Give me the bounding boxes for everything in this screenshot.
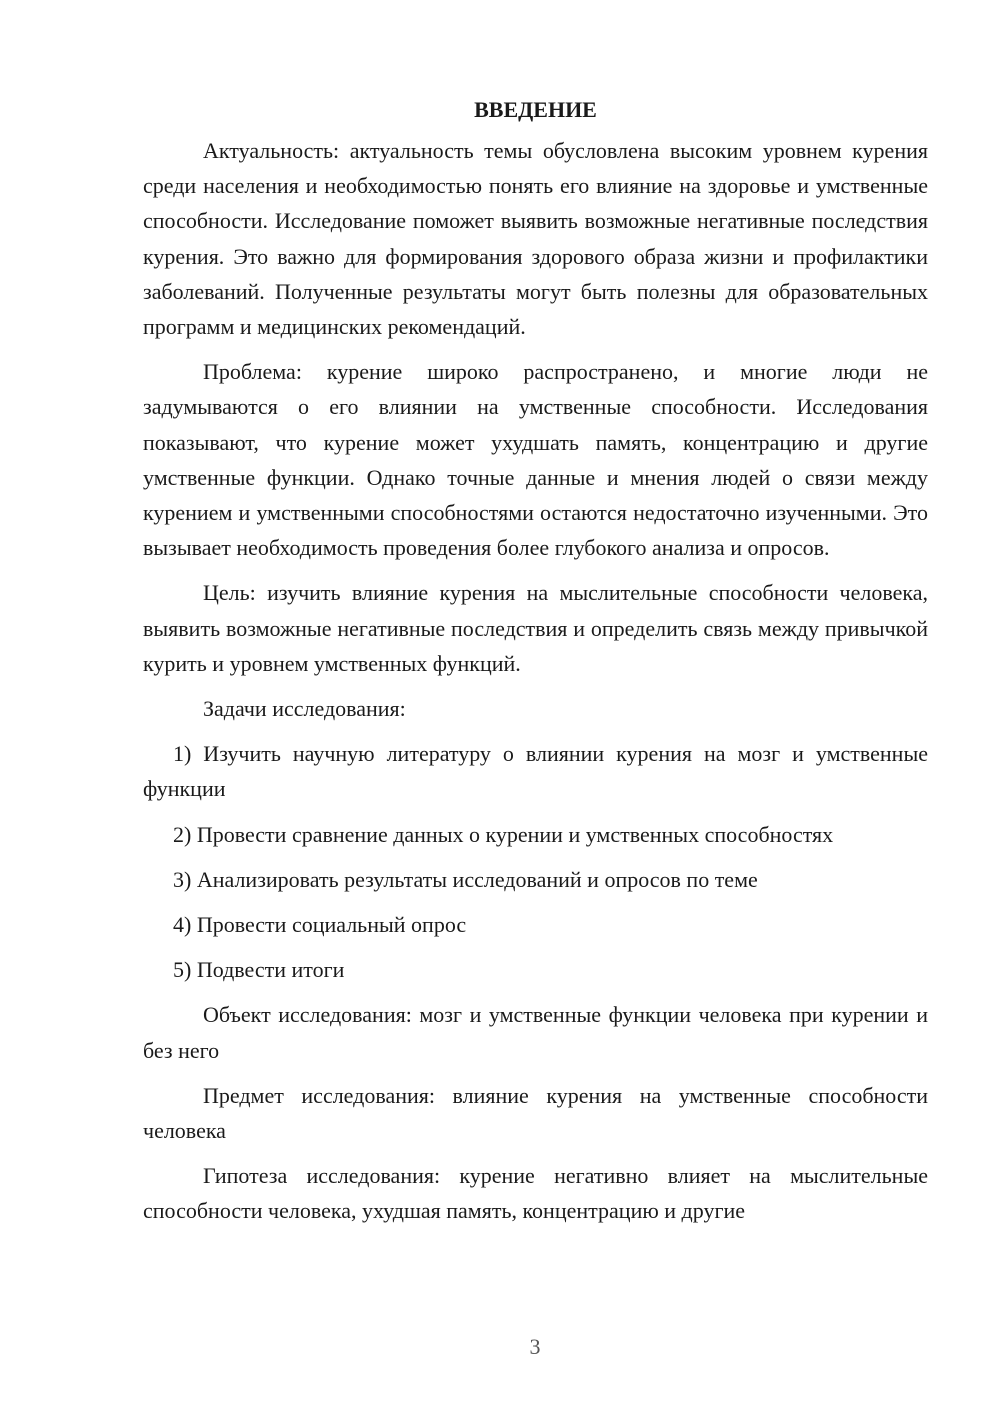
task-item-1: 1) Изучить научную литературу о влиянии курения на мозг и умственные функции xyxy=(143,741,928,802)
section-heading: ВВЕДЕНИЕ xyxy=(474,97,597,122)
task-item-5: 5) Подвести итоги xyxy=(173,957,345,983)
goal-paragraph: Цель: изучить влияние курения на мыслительные способности человека, выявить возможные негативные последствия и определить связь между привычкой курить и уровнем умственных функций. xyxy=(143,580,928,676)
page-number: 3 xyxy=(529,1334,541,1359)
problem-paragraph: Проблема: курение широко распространено, и многие люди не задумываются о его влиянии на умственные способности. Исследования показывают, что курение может ухудшать память, концентрацию и другие умственные функции. Однако точные данные и мнения людей о связи между курением и умственными способностями остаются недостаточно изученными. Это вызывает необходимость проведения более глубокого анализа и опросов. xyxy=(143,359,928,561)
task-item-3: 3) Анализировать результаты исследований и опросов по теме xyxy=(173,866,758,892)
task-item-2: 2) Провести сравнение данных о курении и умственных способностях xyxy=(173,821,834,847)
hypothesis-paragraph: Гипотеза исследования: курение негативно влияет на мыслительные способности человека, ухудшая память, концентрацию и другие xyxy=(143,1163,928,1224)
page-content xyxy=(143,92,928,1239)
relevance-paragraph: Актуальность: актуальность темы обусловлена высоким уровнем курения среди населения и необходимостью понять его влияние на здоровье и умственные способности. Исследование поможет выявить возможные негативные последствия курения. Это важно для формирования здорового образа жизни и профилактики заболеваний. Полученные результаты могут быть полезны для образовательных программ и медицинских рекомендаций. xyxy=(143,138,928,340)
tasks-title: Задачи исследования: xyxy=(203,696,406,722)
subject-paragraph: Предмет исследования: влияние курения на умственные способности человека xyxy=(143,1082,928,1144)
object-paragraph: Объект исследования: мозг и умственные функции человека при курении и без него xyxy=(143,1002,928,1063)
task-item-4: 4) Провести социальный опрос xyxy=(173,912,467,938)
tasks-list xyxy=(143,736,928,987)
